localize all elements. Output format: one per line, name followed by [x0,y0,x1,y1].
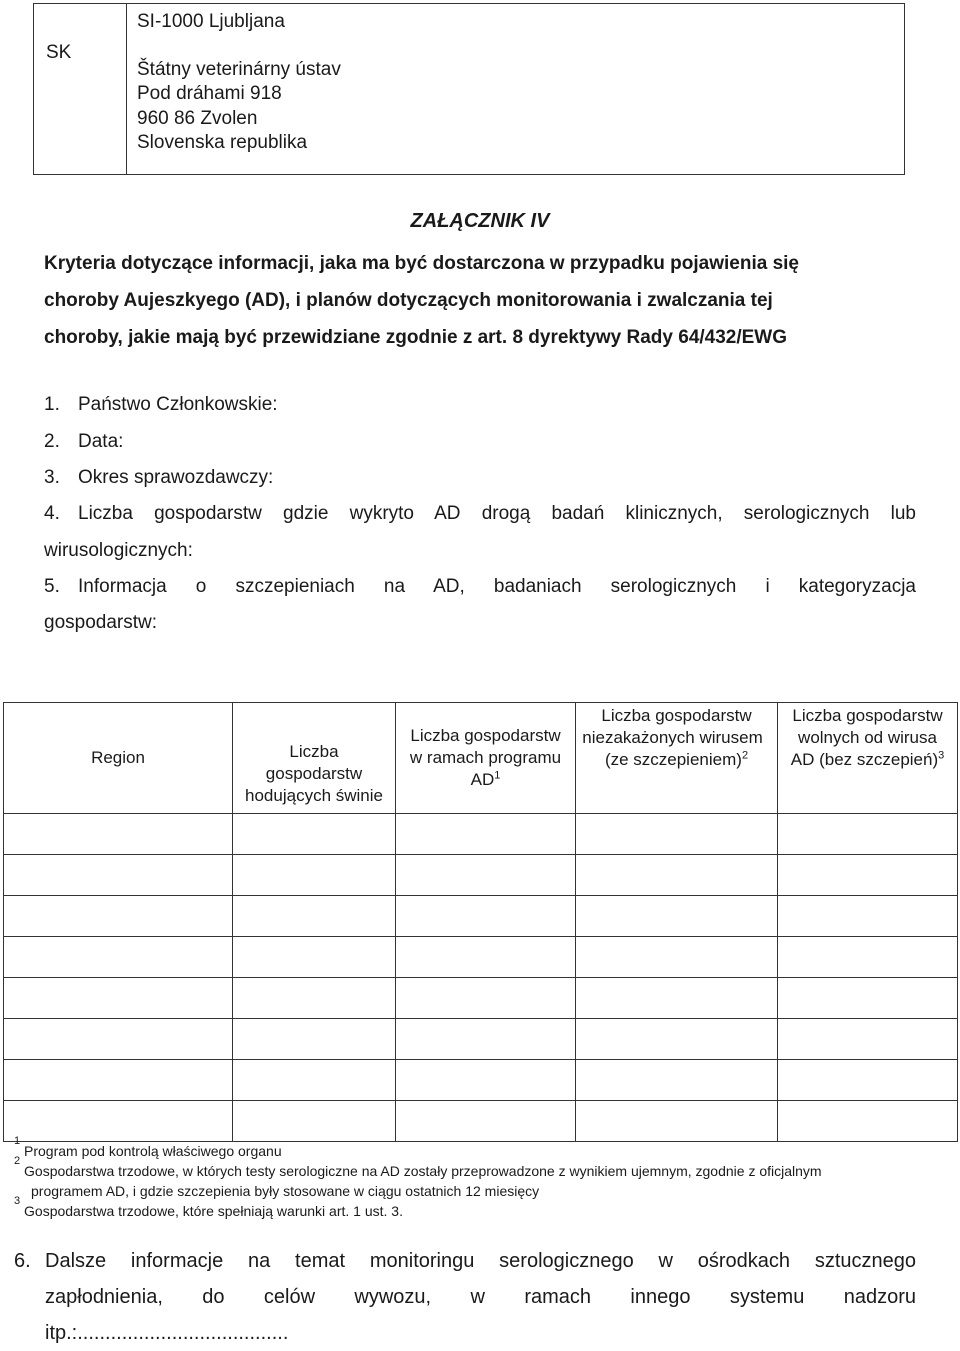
item-text-continued: zapłodnienia, do celów wywozu, w ramach innego systemu nadzoru [45,1286,916,1308]
table-cell[interactable] [233,1060,396,1101]
item-number: 5. [44,576,60,597]
item-1 [44,394,916,416]
table-cell[interactable] [778,1060,958,1101]
table-cell[interactable] [4,896,233,937]
table-cell[interactable] [4,978,233,1019]
criteria-line: choroby Aujeszkyego (AD), i planów dotyczących monitorowania i zwalczania tej [44,290,773,311]
footnotes [14,1135,934,1221]
table-cell[interactable] [396,814,576,855]
header-region: Region [4,703,233,814]
item-number: 4. [44,503,60,524]
item-text: Dalsze informacje na temat monitoringu serologicznego w ośrodkach sztucznego [45,1250,916,1272]
table-row [4,855,958,896]
item-text: Data: [78,431,124,452]
annex-title: ZAŁĄCZNIK IV [410,210,550,232]
footnote-2: 2 Gospodarstwa trzodowe, w których testy serologiczne na AD zostały przeprowadzone z wynikiem ujemnym, zgodnie z oficjalnym [14,1155,822,1179]
table-row [4,1060,958,1101]
table-cell[interactable] [4,1019,233,1060]
table-cell[interactable] [576,1019,778,1060]
item-text: Informacja o szczepieniach na AD, badaniach serologicznych i kategoryzacja [78,576,916,597]
table-cell[interactable] [778,978,958,1019]
table-header-row [4,703,958,814]
item-number: 1. [44,394,60,415]
item-3 [44,467,916,489]
farms-table [3,702,958,1142]
item-4 [44,503,916,562]
address-line: Pod dráhami 918 [137,83,282,104]
table-cell[interactable] [778,855,958,896]
item-text: Państwo Członkowskie: [78,394,278,415]
item-text: Liczba gospodarstw gdzie wykryto AD drogą badań klinicznych, serologicznych lub [78,503,916,524]
address-cell [127,4,341,174]
table-cell[interactable] [233,937,396,978]
table-cell[interactable] [4,937,233,978]
table-cell[interactable] [778,896,958,937]
table-cell[interactable] [576,1100,778,1141]
header-farms-program: Liczba gospodarstw w ramach programu $AD^1$ [396,703,576,814]
item-text-continued: itp.:...................................... [45,1322,289,1344]
table-cell[interactable] [233,855,396,896]
table-cell[interactable] [4,814,233,855]
item-text-continued: gospodarstw: [44,612,158,633]
table-row [4,814,958,855]
criteria-line: Kryteria dotyczące informacji, jaka ma być dostarczona w przypadku pojawienia się [44,253,799,274]
table-cell[interactable] [778,814,958,855]
table-row [4,978,958,1019]
table-cell[interactable] [4,1100,233,1141]
table-cell[interactable] [396,978,576,1019]
table-cell[interactable] [233,814,396,855]
table-cell[interactable] [396,937,576,978]
table-cell[interactable] [396,1019,576,1060]
table-cell[interactable] [576,896,778,937]
table-cell[interactable] [778,1019,958,1060]
table-cell[interactable] [778,1100,958,1141]
table-cell[interactable] [576,855,778,896]
table-cell[interactable] [233,1019,396,1060]
header-farms-free: Liczba gospodarstw wolnych od wirusa AD (bez szczepień)$^3$ [778,703,958,814]
table-cell[interactable] [396,1100,576,1141]
item-number: 6. [14,1250,31,1272]
footnote-1: 1 Program pod kontrolą właściwego organu [14,1135,282,1159]
table-cell[interactable] [576,978,778,1019]
table-cell[interactable] [778,937,958,978]
table-row [4,1019,958,1060]
address-line: Štátny veterinárny ústav [137,58,341,80]
table-row [4,937,958,978]
table-cell[interactable] [396,1060,576,1101]
table-cell[interactable] [396,896,576,937]
item-2 [44,431,916,453]
table-cell[interactable] [233,978,396,1019]
country-code-cell [34,4,127,174]
table-cell[interactable] [576,937,778,978]
footnote-2-continued: programem AD, i gdzie szczepienia były stosowane w ciągu ostatnich 12 miesięcy [31,1183,540,1199]
table-cell[interactable] [4,855,233,896]
item-5 [44,576,916,634]
table-cell[interactable] [233,1100,396,1141]
item-text-continued: wirusologicznych: [44,540,193,561]
address-table [33,3,905,175]
header-farms-pigs: Liczba gospodarstw hodujących świnie [233,703,396,814]
criteria-line: choroby, jakie mają być przewidziane zgodnie z art. 8 dyrektywy Rady 64/432/EWG [44,327,788,348]
address-line: Slovenska republika [137,132,308,153]
table-cell[interactable] [396,855,576,896]
footnote-3: 3 Gospodarstwa trzodowe, które spełniają warunki art. 1 ust. 3. [14,1195,403,1219]
item-text: Okres sprawozdawczy: [78,467,274,488]
item-6 [14,1243,916,1351]
table-cell[interactable] [576,1060,778,1101]
item-number: 2. [44,431,60,452]
criteria-heading [44,245,916,356]
item-number: 3. [44,467,60,488]
table-row [4,896,958,937]
address-line: 960 86 Zvolen [137,107,258,129]
table-row [4,1100,958,1141]
header-farms-uninfected: Liczba gospodarstw niezakażonych wirusem (ze szczepieniem)$^2$ [576,703,778,814]
table-cell[interactable] [576,814,778,855]
country-code: SK [46,42,72,63]
table-cell[interactable] [233,896,396,937]
address-line-top: SI-1000 Ljubljana [137,11,285,32]
table-cell[interactable] [4,1060,233,1101]
